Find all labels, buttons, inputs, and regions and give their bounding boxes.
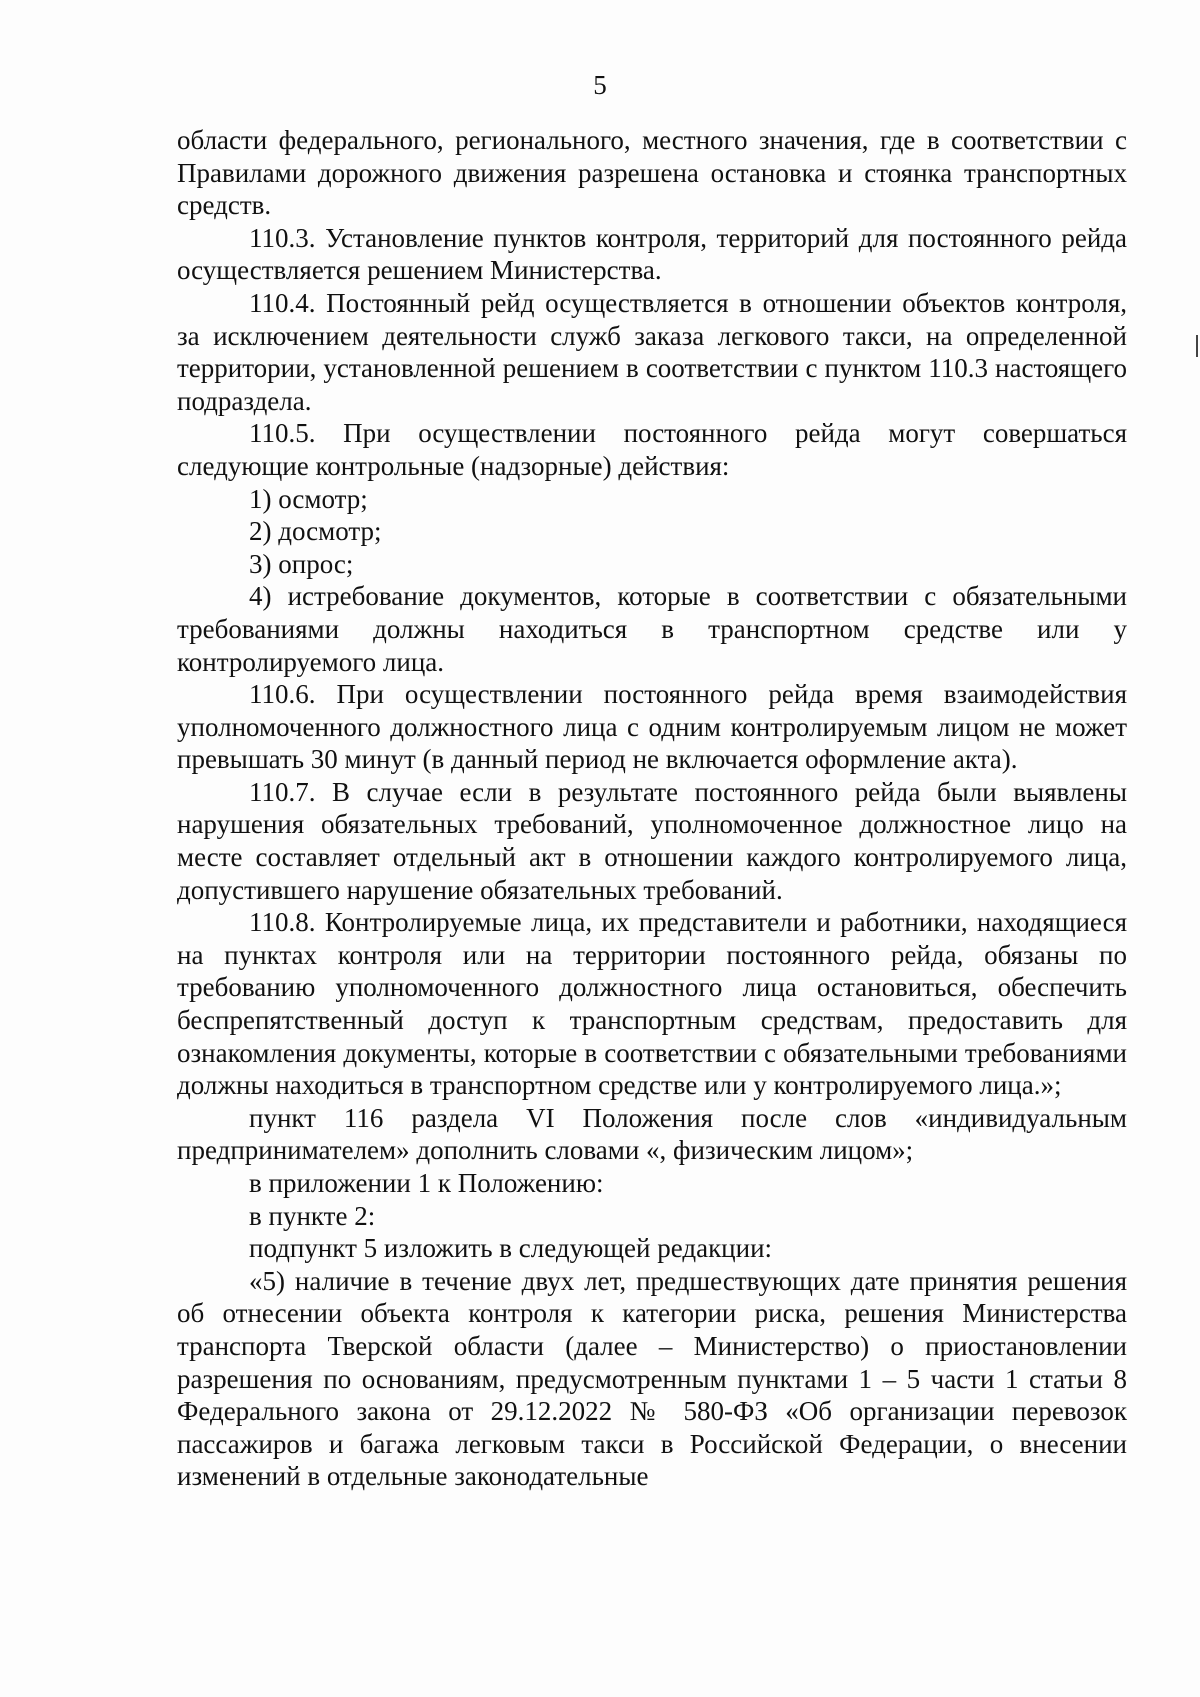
list-item-documents-request: 4) истребование документов, которые в соответствии с обязательными требованиями должны находиться в транспортном средстве или у контролируемого лица.	[177, 581, 1127, 677]
paragraph-110-5: 110.5. При осуществлении постоянного рейда могут совершаться следующие контрольные (надзорные) действия:	[177, 418, 1127, 481]
paragraph-point-116: пункт 116 раздела VI Положения после слов «индивидуальным предпринимателем» дополнить словами «, физическим лицом»;	[177, 1102, 1127, 1166]
paragraph-110-3: 110.3. Установление пунктов контроля, территорий для постоянного рейда осуществляется решением Министерства.	[177, 222, 1127, 286]
page-number: 5	[593, 70, 607, 100]
paragraph-point-2: в пункте 2:	[249, 1200, 376, 1231]
document-body	[177, 124, 1127, 1493]
paragraph-110-6: 110.6. При осуществлении постоянного рейда время взаимодействия уполномоченного должностного лица с одним контролируемым лицом не может превышать 30 минут (в данный период не включается оформление акта).	[177, 679, 1127, 775]
paragraph-subpoint-5: «5) наличие в течение двух лет, предшествующих дате принятия решения об отнесении объекта контроля к категории риска, решения Министерства транспорта Тверской области (далее – Министерство) о приостановлении разрешения по основаниям, предусмотренным пунктами 1 – 5 части 1 статьи 8 Федерального закона от 29.12.2022 № 580-ФЗ «Об организации перевозок пассажиров и багажа легковым такси в Российской Федерации, о внесении изменений в отдельные законодательные	[177, 1265, 1127, 1492]
scan-edge-mark	[1196, 335, 1198, 357]
list-item-inspection: 1) осмотр;	[249, 483, 368, 514]
paragraph-appendix-1: в приложении 1 к Положению:	[249, 1168, 604, 1198]
list-item-examination: 2) досмотр;	[249, 516, 382, 547]
paragraph-110-4: 110.4. Постоянный рейд осуществляется в отношении объектов контроля, за исключением деятельности служб заказа легкового такси, на определенной территории, установленной решением в соответствии с пунктом 110.3 настоящего подраздела.	[177, 287, 1127, 416]
paragraph-subpoint-5-intro: подпункт 5 изложить в следующей редакции:	[249, 1233, 773, 1264]
list-item-survey: 3) опрос;	[249, 548, 354, 579]
paragraph-110-8: 110.8. Контролируемые лица, их представители и работники, находящиеся на пунктах контроля или на территории постоянного рейда, обязаны по требованию уполномоченного должностного лица остановиться, обеспечить беспрепятственный доступ к транспортным средствам, предоставить для ознакомления документы, которые в соответствии с обязательными требованиями должны находиться в транспортном средстве или у контролируемого лица.»;	[177, 907, 1127, 1101]
paragraph-110-7: 110.7. В случае если в результате постоянного рейда были выявлены нарушения обязательных требований, уполномоченное должностное лицо на месте составляет отдельный акт в отношении каждого контролируемого лица, допустившего нарушение обязательных требований.	[177, 776, 1127, 905]
paragraph-continuation: области федерального, регионального, местного значения, где в соответствии с Правилами дорожного движения разрешена остановка и стоянка транспортных средств.	[177, 125, 1127, 221]
